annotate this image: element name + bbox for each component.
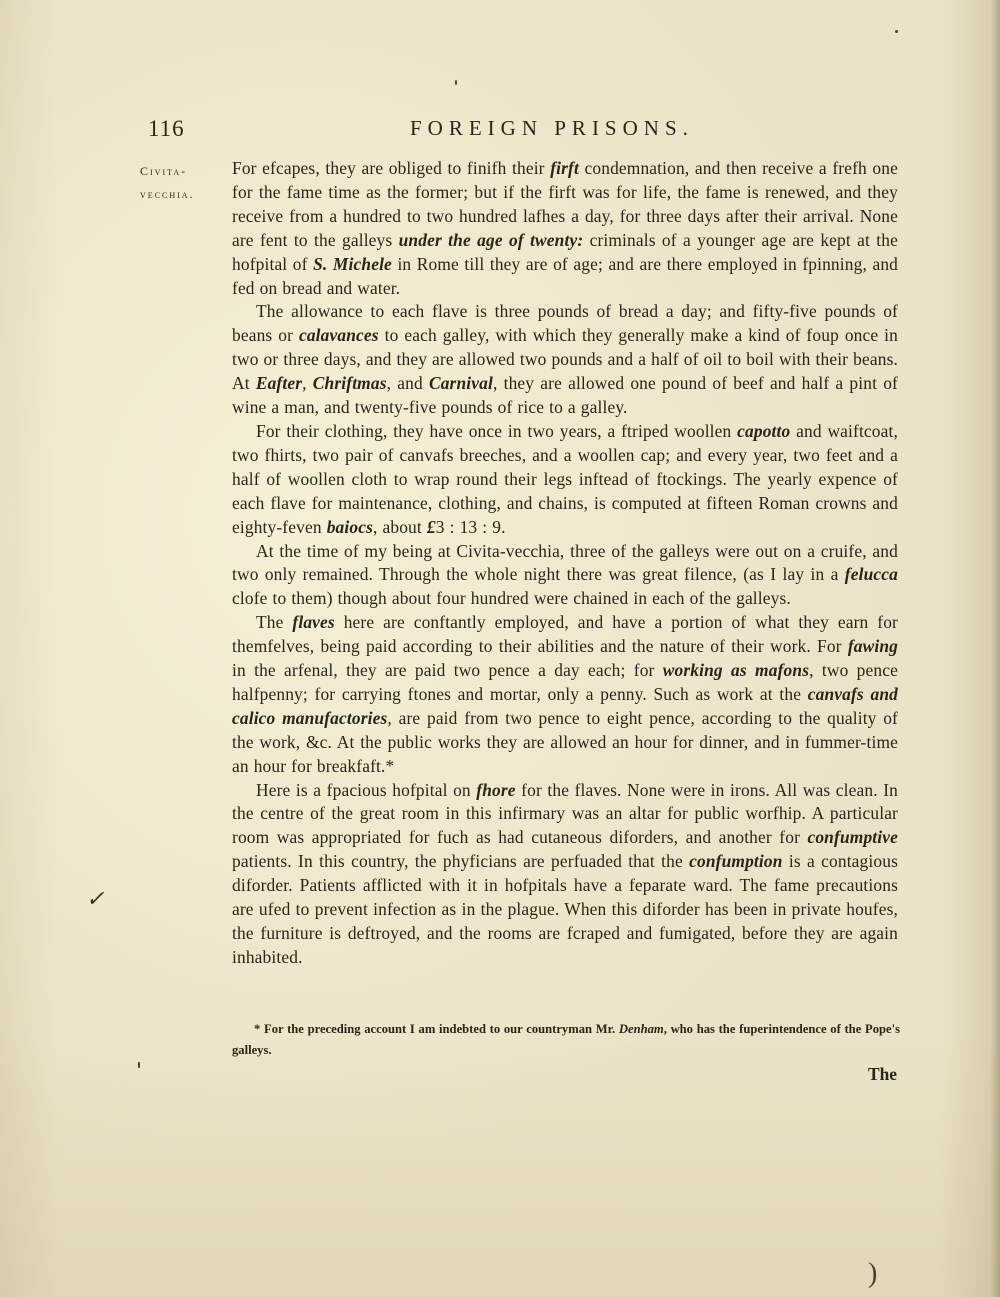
text-run: patients. In this country, the phyficians are perfuaded that the [232, 851, 690, 872]
italic-text: felucca [844, 564, 898, 585]
text-run: * For the preceding account I am indebted to our countryman Mr. [254, 1022, 619, 1036]
italic-text: Carnival [428, 373, 493, 394]
paragraph [232, 779, 898, 970]
italic-text: S. Michele [313, 253, 392, 274]
italic-text: flaves [292, 612, 335, 633]
text-run: 3 : 13 : 9. [435, 516, 506, 537]
paragraph [232, 611, 898, 778]
paragraph [232, 540, 898, 612]
text-run: , two pence halfpenny; for carrying ftones and mortar, only a penny. Such as work at the [232, 660, 898, 704]
ink-speck [455, 80, 457, 85]
italic-text: Chriftmas [312, 373, 387, 394]
text-run: and waiftcoat, two fhirts, two pair of canvafs breeches, and a woollen cap; and every year, two feet and a half of woollen cloth to wrap round their legs inftead of ftockings. The yearly expence of each flave for maintenance, clothing, and chains, is computed at fifteen Roman crowns and eighty-feven [232, 420, 898, 537]
italic-text: confumptive [807, 827, 898, 848]
text-run: , [302, 373, 313, 394]
margin-note [140, 160, 222, 206]
footnote [232, 1019, 900, 1061]
text-run: condemnation, and then receive a frefh one for the fame time as the former; but if the firft was for life, the fame is renewed, and they receive from a hundred to two hundred lafhes a day, for three days after their arrival. None are fent to the galleys [232, 158, 898, 250]
text-run: in the arfenal, they are paid two pence a day each; for [232, 660, 663, 681]
margin-note-line: Civita- [140, 164, 188, 178]
text-run: , are paid from two pence to eight pence, according to the quality of the work, &c. At the public works they are allowed an hour for dinner, and in fummer-time an hour for breakfaft.* [232, 707, 898, 776]
italic-text: firft [550, 158, 579, 178]
text-run: clofe to them) though about four hundred were chained in each of the galleys. [232, 588, 791, 609]
margin-note-line: vecchia. [140, 187, 195, 201]
text-run: , and [386, 373, 429, 394]
body-text [232, 157, 898, 970]
page-edge-shadow [990, 0, 1000, 1297]
italic-text: fhore [476, 779, 516, 800]
italic-text: Denham [618, 1022, 664, 1036]
paragraph [232, 157, 898, 300]
italic-text: confumption [689, 851, 783, 872]
pencil-mark-icon: ✓ [86, 886, 105, 911]
catchword: The [868, 1064, 897, 1084]
ink-speck [138, 1062, 140, 1068]
page-number: 116 [148, 116, 185, 141]
italic-text: fawing [847, 636, 898, 657]
paragraph [232, 420, 898, 540]
text-run: , about [373, 516, 427, 537]
ink-speck [895, 30, 898, 33]
text-run: to each galley, with which they generally make a kind of foup once in two or three days, and they are allowed two pounds and a half of oil to boil with their beans. At [232, 325, 898, 394]
pencil-mark-icon: ) [868, 1258, 878, 1289]
text-run: for the flaves. None were in irons. All was clean. In the centre of the great room in this infirmary was an altar for public worfhip. A particular room was appropriated for fuch as had cutaneous diforders, and another for [232, 779, 898, 848]
text-run: criminals of a younger age are kept at the hofpital of [232, 229, 898, 274]
text-run: For their clothing, they have once in two years, a ftriped woollen [256, 420, 738, 441]
text-run: At the time of my being at Civita-vecchia, three of the galleys were out on a cruife, and two only remained. Through the whole night there was great filence, (as I lay in a [232, 540, 898, 585]
text-run: The allowance to each flave is three pounds of bread a day; and fifty-five pounds of beans or [232, 301, 898, 346]
text-run: The [256, 612, 293, 633]
text-run: , they are allowed one pound of beef and half a pint of wine a man, and twenty-five pounds of rice to a galley. [232, 373, 898, 418]
italic-text: canvafs and calico manufactories [232, 683, 898, 728]
text-run: Here is a fpacious hofpital on [256, 779, 477, 800]
text-run: For efcapes, they are obliged to finifh their [232, 158, 551, 178]
paragraph [232, 300, 898, 420]
text-run: here are conftantly employed, and have a portion of what they earn for themfelves, being paid according to their abilities and the nature of their work. For [232, 612, 898, 657]
italic-text: capotto [737, 420, 791, 441]
italic-text: working as mafons [662, 660, 810, 681]
italic-text: under the age of twenty: [398, 229, 584, 250]
italic-text: Eafter [255, 373, 303, 394]
italic-text: £ [426, 516, 436, 537]
text-run: , who has the fuperintendence of the Pope's galleys. [232, 1022, 900, 1057]
italic-text: calavances [298, 325, 379, 346]
italic-text: baiocs [326, 516, 373, 537]
text-run: in Rome till they are of age; and are there employed in fpinning, and fed on bread and water. [232, 253, 899, 298]
running-head: FOREIGN PRISONS. [410, 116, 694, 140]
text-run: is a contagious diforder. Patients afflicted with it in hofpitals have a feparate ward. The fame precautions are ufed to prevent infection as in the plague. When this diforder has been in private houfes, the furniture is deftroyed, and the rooms are fcraped and fumigated, before they are again inhabited. [232, 851, 898, 967]
